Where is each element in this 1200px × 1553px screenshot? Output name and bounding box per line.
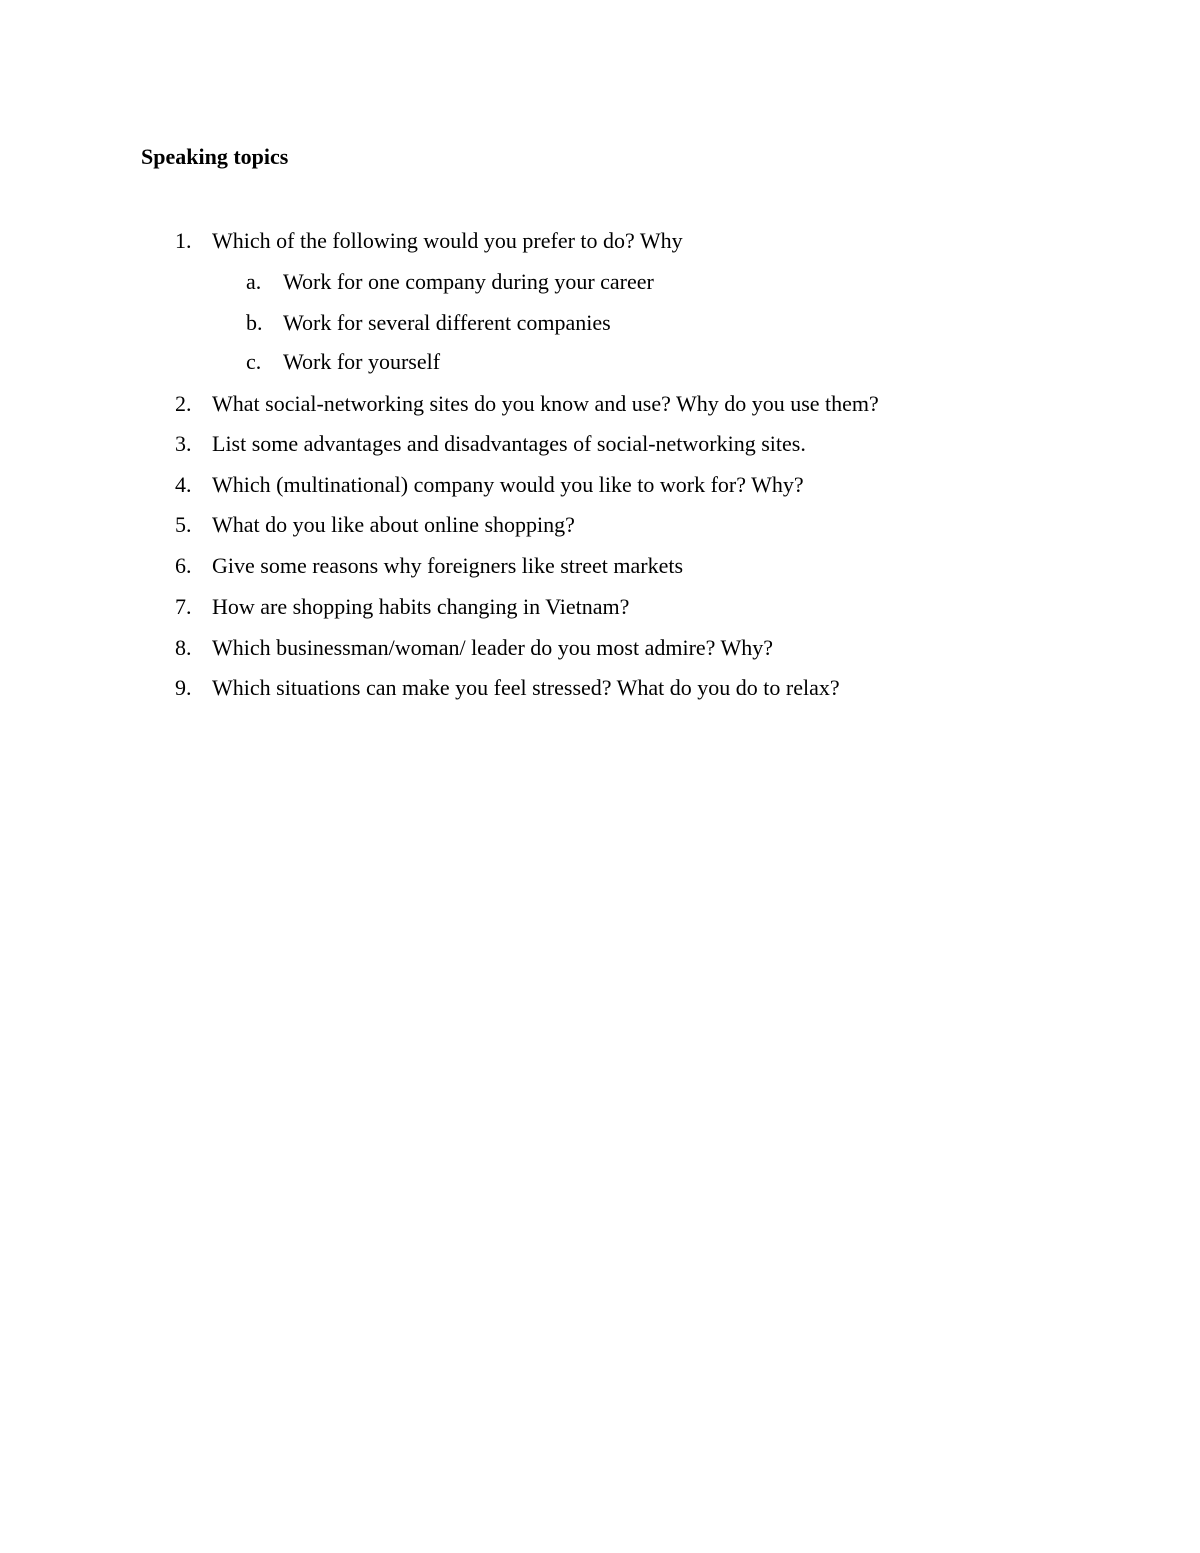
list-item-number: 3.: [175, 431, 192, 456]
list-item-number: 1.: [175, 228, 192, 253]
list-item-number: 7.: [175, 594, 192, 619]
list-item-number: 4.: [175, 472, 192, 497]
list-item-number: 9.: [175, 675, 192, 700]
list-item-text: Which businessman/woman/ leader do you most admire? Why?: [212, 635, 774, 660]
list-item-number: 8.: [175, 635, 192, 660]
page-title: Speaking topics: [141, 144, 289, 169]
list-item-text: Which (multinational) company would you like to work for? Why?: [212, 472, 804, 497]
sub-item-letter: a.: [246, 269, 262, 294]
sub-item-letter: c.: [246, 349, 262, 374]
list-item-number: 2.: [175, 391, 192, 416]
list-item-text: What do you like about online shopping?: [212, 512, 575, 537]
list-item-number: 6.: [175, 553, 192, 578]
list-item-text: How are shopping habits changing in Vietnam?: [212, 594, 630, 619]
list-item-number: 5.: [175, 512, 192, 537]
list-item-text: Which situations can make you feel stressed? What do you do to relax?: [212, 675, 840, 700]
list-item-text: Which of the following would you prefer to do? Why: [212, 228, 683, 253]
list-item-text: What social-networking sites do you know and use? Why do you use them?: [212, 391, 879, 416]
sub-item-text: Work for yourself: [283, 349, 441, 374]
sub-item-text: Work for one company during your career: [283, 269, 654, 294]
list-item-text: Give some reasons why foreigners like street markets: [212, 553, 684, 578]
sub-item-letter: b.: [246, 310, 263, 335]
list-item-text: List some advantages and disadvantages of social-networking sites.: [212, 431, 806, 456]
sub-item-text: Work for several different companies: [283, 310, 611, 335]
